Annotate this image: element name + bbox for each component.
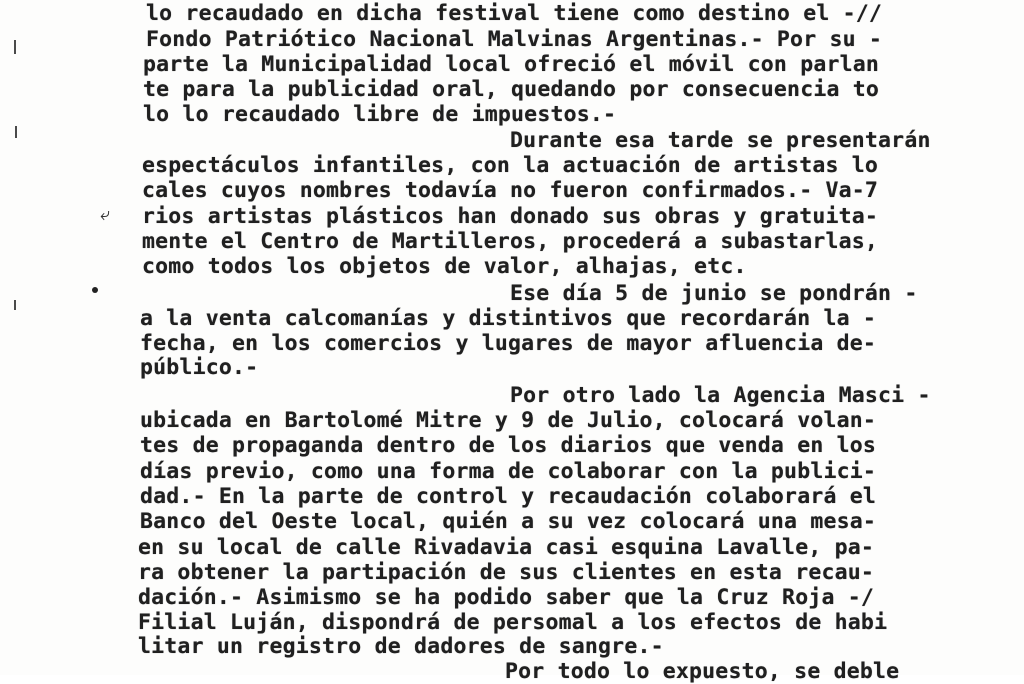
text-line-22: en su local de calle Rivadavia casi esquina Lavalle, pa- bbox=[138, 535, 875, 560]
margin-speck bbox=[15, 126, 17, 138]
text-line-25: Filial Luján, dispondrá de persomal a los efectos de habi bbox=[138, 610, 888, 635]
text-line-13: a la venta calcomanías y distintivos que recordarán la - bbox=[140, 306, 877, 331]
text-line-10: mente el Centro de Martilleros, procederá a subastarlas, bbox=[142, 229, 879, 254]
text-line-16: Por otro lado la Agencia Masci - bbox=[510, 383, 931, 408]
text-line-3: parte la Municipalidad local ofreció el móvil con parlan bbox=[143, 52, 880, 77]
text-line-5: lo lo recaudado libre de impuestos.- bbox=[143, 102, 617, 127]
text-line-8: cales cuyos nombres todavía no fueron confirmados.- Va-7 bbox=[142, 178, 879, 203]
text-line-27: Por todo lo expuesto, se deble bbox=[505, 659, 900, 684]
text-line-20: dad.- En la parte de control y recaudación colaborará el bbox=[140, 484, 877, 509]
margin-arrow-mark: ⤶ bbox=[100, 204, 111, 225]
text-line-17: ubicada en Bartolomé Mitre y 9 de Julio, colocará volan- bbox=[140, 408, 877, 433]
text-line-21: Banco del Oeste local, quién a su vez colocará una mesa- bbox=[140, 509, 877, 534]
text-line-1: lo recaudado en dicha festival tiene como destino el -// bbox=[146, 1, 883, 26]
text-line-24: dación.- Asimismo se ha podido saber que la Cruz Roja -/ bbox=[138, 585, 875, 610]
text-line-26: litar un registro de dadores de sangre.- bbox=[138, 634, 664, 659]
text-line-2: Fondo Patriótico Nacional Malvinas Argentinas.- Por su - bbox=[146, 27, 883, 52]
margin-speck bbox=[14, 300, 16, 310]
text-line-15: público.- bbox=[140, 355, 259, 380]
text-line-6: Durante esa tarde se presentarán bbox=[510, 128, 931, 153]
text-line-7: espectáculos infantiles, con la actuación de artistas lo bbox=[142, 153, 879, 178]
text-line-9: rios artistas plásticos han donado sus obras y gratuita- bbox=[142, 204, 879, 229]
text-line-18: tes de propaganda dentro de los diarios que venda en los bbox=[140, 433, 877, 458]
text-line-4: te para la publicidad oral, quedando por consecuencia to bbox=[143, 77, 880, 102]
text-line-19: días previo, como una forma de colaborar con la publici- bbox=[140, 459, 877, 484]
text-line-12: Ese día 5 de junio se pondrán - bbox=[510, 281, 918, 306]
text-line-11: como todos los objetos de valor, alhajas, etc. bbox=[142, 254, 747, 279]
margin-dot bbox=[92, 287, 98, 293]
margin-speck bbox=[14, 40, 16, 54]
text-line-14: fecha, en los comercios y lugares de mayor afluencia de- bbox=[140, 331, 877, 356]
text-line-23: ra obtener la partipación de sus clientes en esta recau- bbox=[138, 560, 875, 585]
